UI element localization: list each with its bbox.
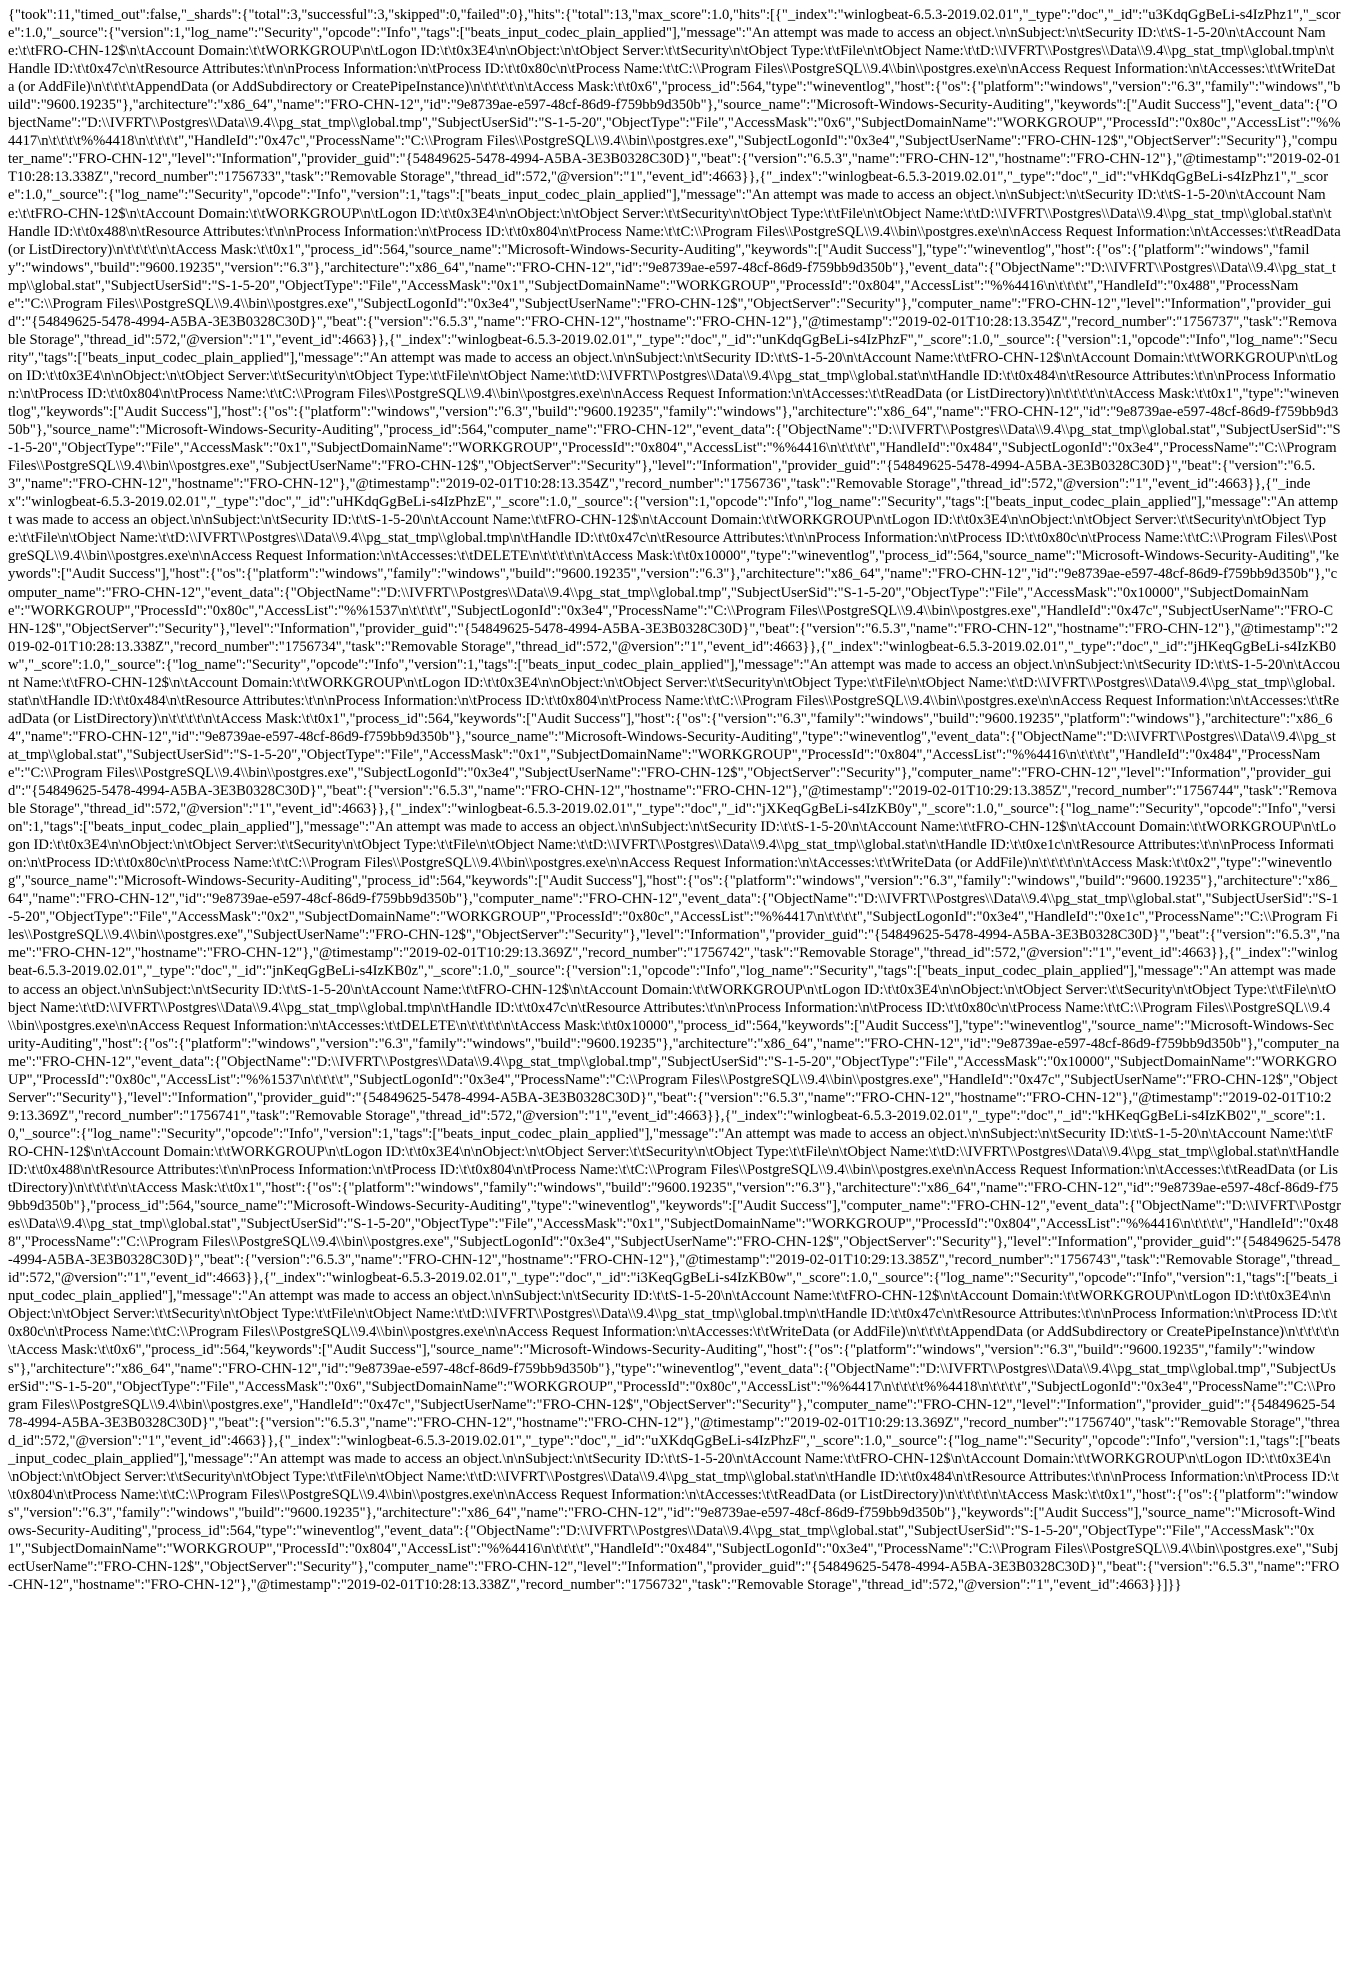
raw-json-response-text: {"took":11,"timed_out":false,"_shards":{"total":3,"successful":3,"skipped":0,"failed":0},"hits":{"total":13,"max_score":1.0,"hits":[{"_index":"winlogbeat-6.5.3-2019.02.01","_type":"doc","_id":"u3KdqGgBeLi-s4IzPhz1","_score":1.0,"_source":{"version":1,"log_name":"Security","opcode":"Info","tags":["beats_input_codec_plain_applied"],"message":"An attempt was made to access an object.\n\nSubject:\n\tSecurity ID:\t\tS-1-5-20\n\tAccount Name:\t\tFRO-CHN-12$\n\tAccount Domain:\t\tWORKGROUP\n\tLogon ID:\t\t0x3E4\n\nObject:\n\tObject Server:\t\tSecurity\n\tObject Type:\t\tFile\n\tObject Name:\t\tD:\\IVFRT\\Postgres\\Data\\9.4\\pg_stat_tmp\\global.tmp\n\tHandle ID:\t\t0x47c\n\tResource Attributes:\t\n\nProcess Information:\n\tProcess ID:\t\t0x80c\n\tProcess Name:\t\tC:\\Program Files\\PostgreSQL\\9.4\\bin\\postgres.exe\n\nAccess Request Information:\n\tAccesses:\t\tWriteData (or AddFile)\n\t\t\t\tAppendData (or AddSubdirectory or CreatePipeInstance)\n\t\t\t\t\n\tAccess Mask:\t\t0x6","process_id":564,"type":"wineventlog","host":{"os":{"platform":"windows","version":"6.3","family":"windows","build":"9600.19235"},"architecture":"x86_64","name":"FRO-CHN-12","id":"9e8739ae-e597-48cf-86d9-f759bb9d350b"},"source_name":"Microsoft-Windows-Security-Auditing","keywords":["Audit Success"],"event_data":{"ObjectName":"D:\\IVFRT\\Postgres\\Data\\9.4\\pg_stat_tmp\\global.tmp","SubjectUserSid":"S-1-5-20","ObjectType":"File","AccessMask":"0x6","SubjectDomainName":"WORKGROUP","ProcessId":"0x80c","AccessList":"%%4417\n\t\t\t\t%%4418\n\t\t\t\t","HandleId":"0x47c","ProcessName":"C:\\Program Files\\PostgreSQL\\9.4\\bin\\postgres.exe","SubjectLogonId":"0x3e4","SubjectUserName":"FRO-CHN-12$","ObjectServer":"Security"},"computer_name":"FRO-CHN-12","level":"Information","provider_guid":"{54849625-5478-4994-A5BA-3E3B0328C30D}","beat":{"version":"6.5.3","name":"FRO-CHN-12","hostname":"FRO-CHN-12"},"@timestamp":"2019-02-01T10:28:13.338Z","record_number":"1756733","task":"Removable Storage","thread_id":572,"@version":"1","event_id":4663}},{"_index":"winlogbeat-6.5.3-2019.02.01","_type":"doc","_id":"vHKdqGgBeLi-s4IzPhz1","_score":1.0,"_source":{"log_name":"Security","opcode":"Info","version":1,"tags":["beats_input_codec_plain_applied"],"message":"An attempt was made to access an object.\n\nSubject:\n\tSecurity ID:\t\tS-1-5-20\n\tAccount Name:\t\tFRO-CHN-12$\n\tAccount Domain:\t\tWORKGROUP\n\tLogon ID:\t\t0x3E4\n\nObject:\n\tObject Server:\t\tSecurity\n\tObject Type:\t\tFile\n\tObject Name:\t\tD:\\IVFRT\\Postgres\\Data\\9.4\\pg_stat_tmp\\global.stat\n\tHandle ID:\t\t0x488\n\tResource Attributes:\t\n\nProcess Information:\n\tProcess ID:\t\t0x804\n\tProcess Name:\t\tC:\\Program Files\\PostgreSQL\\9.4\\bin\\postgres.exe\n\nAccess Request Information:\n\tAccesses:\t\tReadData (or ListDirectory)\n\t\t\t\t\n\tAccess Mask:\t\t0x1","process_id":564,"source_name":"Microsoft-Windows-Security-Auditing","keywords":["Audit Success"],"type":"wineventlog","host":{"os":{"platform":"windows","family":"windows","build":"9600.19235","version":"6.3"},"architecture":"x86_64","name":"FRO-CHN-12","id":"9e8739ae-e597-48cf-86d9-f759bb9d350b"},"event_data":{"ObjectName":"D:\\IVFRT\\Postgres\\Data\\9.4\\pg_stat_tmp\\global.stat","SubjectUserSid":"S-1-5-20","ObjectType":"File","AccessMask":"0x1","SubjectDomainName":"WORKGROUP","ProcessId":"0x804","AccessList":"%%4416\n\t\t\t\t","HandleId":"0x488","ProcessName":"C:\\Program Files\\PostgreSQL\\9.4\\bin\\postgres.exe","SubjectLogonId":"0x3e4","SubjectUserName":"FRO-CHN-12$","ObjectServer":"Security"},"computer_name":"FRO-CHN-12","level":"Information","provider_guid":"{54849625-5478-4994-A5BA-3E3B0328C30D}","beat":{"version":"6.5.3","name":"FRO-CHN-12","hostname":"FRO-CHN-12"},"@timestamp":"2019-02-01T10:28:13.354Z","record_number":"1756737","task":"Removable Storage","thread_id":572,"@version":"1","event_id":4663}},{"_index":"winlogbeat-6.5.3-2019.02.01","_type":"doc","_id":"unKdqGgBeLi-s4IzPhzF","_score":1.0,"_source":{"version":1,"opcode":"Info","log_name":"Security","tags":["beats_input_codec_plain_applied"],"message":"An attempt was made to access an object.\n\nSubject:\n\tSecurity ID:\t\tS-1-5-20\n\tAccount Name:\t\tFRO-CHN-12$\n\tAccount Domain:\t\tWORKGROUP\n\tLogon ID:\t\t0x3E4\n\nObject:\n\tObject Server:\t\tSecurity\n\tObject Type:\t\tFile\n\tObject Name:\t\tD:\\IVFRT\\Postgres\\Data\\9.4\\pg_stat_tmp\\global.stat\n\tHandle ID:\t\t0x484\n\tResource Attributes:\t\n\nProcess Information:\n\tProcess ID:\t\t0x804\n\tProcess Name:\t\tC:\\Program Files\\PostgreSQL\\9.4\\bin\\postgres.exe\n\nAccess Request Information:\n\tAccesses:\t\tReadData (or ListDirectory)\n\t\t\t\t\n\tAccess Mask:\t\t0x1","type":"wineventlog","keywords":["Audit Success"],"host":{"os":{"platform":"windows","version":"6.3","build":"9600.19235","family":"windows"},"architecture":"x86_64","name":"FRO-CHN-12","id":"9e8739ae-e597-48cf-86d9-f759bb9d350b"},"source_name":"Microsoft-Windows-Security-Auditing","process_id":564,"computer_name":"FRO-CHN-12","event_data":{"ObjectName":"D:\\IVFRT\\Postgres\\Data\\9.4\\pg_stat_tmp\\global.stat","SubjectUserSid":"S-1-5-20","ObjectType":"File","AccessMask":"0x1","SubjectDomainName":"WORKGROUP","ProcessId":"0x804","AccessList":"%%4416\n\t\t\t\t","HandleId":"0x484","SubjectLogonId":"0x3e4","ProcessName":"C:\\Program Files\\PostgreSQL\\9.4\\bin\\postgres.exe","SubjectUserName":"FRO-CHN-12$","ObjectServer":"Security"},"level":"Information","provider_guid":"{54849625-5478-4994-A5BA-3E3B0328C30D}","beat":{"version":"6.5.3","name":"FRO-CHN-12","hostname":"FRO-CHN-12"},"@timestamp":"2019-02-01T10:28:13.354Z","record_number":"1756736","task":"Removable Storage","thread_id":572,"@version":"1","event_id":4663}},{"_index":"winlogbeat-6.5.3-2019.02.01","_type":"doc","_id":"uHKdqGgBeLi-s4IzPhzE","_score":1.0,"_source":{"version":1,"opcode":"Info","log_name":"Security","tags":["beats_input_codec_plain_applied"],"message":"An attempt was made to access an object.\n\nSubject:\n\tSecurity ID:\t\tS-1-5-20\n\tAccount Name:\t\tFRO-CHN-12$\n\tAccount Domain:\t\tWORKGROUP\n\tLogon ID:\t\t0x3E4\n\nObject:\n\tObject Server:\t\tSecurity\n\tObject Type:\t\tFile\n\tObject Name:\t\tD:\\IVFRT\\Postgres\\Data\\9.4\\pg_stat_tmp\\global.tmp\n\tHandle ID:\t\t0x47c\n\tResource Attributes:\t\n\nProcess Information:\n\tProcess ID:\t\t0x80c\n\tProcess Name:\t\tC:\\Program Files\\PostgreSQL\\9.4\\bin\\postgres.exe\n\nAccess Request Information:\n\tAccesses:\t\tDELETE\n\t\t\t\t\n\tAccess Mask:\t\t0x10000","type":"wineventlog","process_id":564,"source_name":"Microsoft-Windows-Security-Auditing","keywords":["Audit Success"],"host":{"os":{"platform":"windows","family":"windows","build":"9600.19235","version":"6.3"},"architecture":"x86_64","name":"FRO-CHN-12","id":"9e8739ae-e597-48cf-86d9-f759bb9d350b"},"computer_name":"FRO-CHN-12","event_data":{"ObjectName":"D:\\IVFRT\\Postgres\\Data\\9.4\\pg_stat_tmp\\global.tmp","SubjectUserSid":"S-1-5-20","ObjectType":"File","AccessMask":"0x10000","SubjectDomainName":"WORKGROUP","ProcessId":"0x80c","AccessList":"%%1537\n\t\t\t\t","SubjectLogonId":"0x3e4","ProcessName":"C:\\Program Files\\PostgreSQL\\9.4\\bin\\postgres.exe","HandleId":"0x47c","SubjectUserName":"FRO-CHN-12$","ObjectServer":"Security"},"level":"Information","provider_guid":"{54849625-5478-4994-A5BA-3E3B0328C30D}","beat":{"version":"6.5.3","name":"FRO-CHN-12","hostname":"FRO-CHN-12"},"@timestamp":"2019-02-01T10:28:13.338Z","record_number":"1756734","task":"Removable Storage","thread_id":572,"@version":"1","event_id":4663}},{"_index":"winlogbeat-6.5.3-2019.02.01","_type":"doc","_id":"jHKeqGgBeLi-s4IzKB0w","_score":1.0,"_source":{"log_name":"Security","opcode":"Info","version":1,"tags":["beats_input_codec_plain_applied"],"message":"An attempt was made to access an object.\n\nSubject:\n\tSecurity ID:\t\tS-1-5-20\n\tAccount Name:\t\tFRO-CHN-12$\n\tAccount Domain:\t\tWORKGROUP\n\tLogon ID:\t\t0x3E4\n\nObject:\n\tObject Server:\t\tSecurity\n\tObject Type:\t\tFile\n\tObject Name:\t\tD:\\IVFRT\\Postgres\\Data\\9.4\\pg_stat_tmp\\global.stat\n\tHandle ID:\t\t0x484\n\tResource Attributes:\t\n\nProcess Information:\n\tProcess ID:\t\t0x804\n\tProcess Name:\t\tC:\\Program Files\\PostgreSQL\\9.4\\bin\\postgres.exe\n\nAccess Request Information:\n\tAccesses:\t\tReadData (or ListDirectory)\n\t\t\t\t\n\tAccess Mask:\t\t0x1","process_id":564,"keywords":["Audit Success"],"host":{"os":{"version":"6.3","family":"windows","build":"9600.19235","platform":"windows"},"architecture":"x86_64","name":"FRO-CHN-12","id":"9e8739ae-e597-48cf-86d9-f759bb9d350b"},"source_name":"Microsoft-Windows-Security-Auditing","type":"wineventlog","event_data":{"ObjectName":"D:\\IVFRT\\Postgres\\Data\\9.4\\pg_stat_tmp\\global.stat","SubjectUserSid":"S-1-5-20","ObjectType":"File","AccessMask":"0x1","SubjectDomainName":"WORKGROUP","ProcessId":"0x804","AccessList":"%%4416\n\t\t\t\t","HandleId":"0x484","ProcessName":"C:\\Program Files\\PostgreSQL\\9.4\\bin\\postgres.exe","SubjectLogonId":"0x3e4","SubjectUserName":"FRO-CHN-12$","ObjectServer":"Security"},"computer_name":"FRO-CHN-12","level":"Information","provider_guid":"{54849625-5478-4994-A5BA-3E3B0328C30D}","beat":{"version":"6.5.3","name":"FRO-CHN-12","hostname":"FRO-CHN-12"},"@timestamp":"2019-02-01T10:29:13.385Z","record_number":"1756744","task":"Removable Storage","thread_id":572,"@version":"1","event_id":4663}},{"_index":"winlogbeat-6.5.3-2019.02.01","_type":"doc","_id":"jXKeqGgBeLi-s4IzKB0y","_score":1.0,"_source":{"log_name":"Security","opcode":"Info","version":1,"tags":["beats_input_codec_plain_applied"],"message":"An attempt was made to access an object.\n\nSubject:\n\tSecurity ID:\t\tS-1-5-20\n\tAccount Name:\t\tFRO-CHN-12$\n\tAccount Domain:\t\tWORKGROUP\n\tLogon ID:\t\t0x3E4\n\nObject:\n\tObject Server:\t\tSecurity\n\tObject Type:\t\tFile\n\tObject Name:\t\tD:\\IVFRT\\Postgres\\Data\\9.4\\pg_stat_tmp\\global.stat\n\tHandle ID:\t\t0xe1c\n\tResource Attributes:\t\n\nProcess Information:\n\tProcess ID:\t\t0x80c\n\tProcess Name:\t\tC:\\Program Files\\PostgreSQL\\9.4\\bin\\postgres.exe\n\nAccess Request Information:\n\tAccesses:\t\tWriteData (or AddFile)\n\t\t\t\t\n\tAccess Mask:\t\t0x2","type":"wineventlog","source_name":"Microsoft-Windows-Security-Auditing","process_id":564,"keywords":["Audit Success"],"host":{"os":{"platform":"windows","version":"6.3","family":"windows","build":"9600.19235"},"architecture":"x86_64","name":"FRO-CHN-12","id":"9e8739ae-e597-48cf-86d9-f759bb9d350b"},"computer_name":"FRO-CHN-12","event_data":{"ObjectName":"D:\\IVFRT\\Postgres\\Data\\9.4\\pg_stat_tmp\\global.stat","SubjectUserSid":"S-1-5-20","ObjectType":"File","AccessMask":"0x2","SubjectDomainName":"WORKGROUP","ProcessId":"0x80c","AccessList":"%%4417\n\t\t\t\t","SubjectLogonId":"0x3e4","HandleId":"0xe1c","ProcessName":"C:\\Program Files\\PostgreSQL\\9.4\\bin\\postgres.exe","SubjectUserName":"FRO-CHN-12$","ObjectServer":"Security"},"level":"Information","provider_guid":"{54849625-5478-4994-A5BA-3E3B0328C30D}","beat":{"version":"6.5.3","name":"FRO-CHN-12","hostname":"FRO-CHN-12"},"@timestamp":"2019-02-01T10:29:13.369Z","record_number":"1756742","task":"Removable Storage","thread_id":572,"@version":"1","event_id":4663}},{"_index":"winlogbeat-6.5.3-2019.02.01","_type":"doc","_id":"jnKeqGgBeLi-s4IzKB0z","_score":1.0,"_source":{"version":1,"opcode":"Info","log_name":"Security","tags":["beats_input_codec_plain_applied"],"message":"An attempt was made to access an object.\n\nSubject:\n\tSecurity ID:\t\tS-1-5-20\n\tAccount Name:\t\tFRO-CHN-12$\n\tAccount Domain:\t\tWORKGROUP\n\tLogon ID:\t\t0x3E4\n\nObject:\n\tObject Server:\t\tSecurity\n\tObject Type:\t\tFile\n\tObject Name:\t\tD:\\IVFRT\\Postgres\\Data\\9.4\\pg_stat_tmp\\global.tmp\n\tHandle ID:\t\t0x47c\n\tResource Attributes:\t\n\nProcess Information:\n\tProcess ID:\t\t0x80c\n\tProcess Name:\t\tC:\\Program Files\\PostgreSQL\\9.4\\bin\\postgres.exe\n\nAccess Request Information:\n\tAccesses:\t\tDELETE\n\t\t\t\t\n\tAccess Mask:\t\t0x10000","process_id":564,"keywords":["Audit Success"],"type":"wineventlog","source_name":"Microsoft-Windows-Security-Auditing","host":{"os":{"platform":"windows","version":"6.3","family":"windows","build":"9600.19235"},"architecture":"x86_64","name":"FRO-CHN-12","id":"9e8739ae-e597-48cf-86d9-f759bb9d350b"},"computer_name":"FRO-CHN-12","event_data":{"ObjectName":"D:\\IVFRT\\Postgres\\Data\\9.4\\pg_stat_tmp\\global.tmp","SubjectUserSid":"S-1-5-20","ObjectType":"File","AccessMask":"0x10000","SubjectDomainName":"WORKGROUP","ProcessId":"0x80c","AccessList":"%%1537\n\t\t\t\t","SubjectLogonId":"0x3e4","ProcessName":"C:\\Program Files\\PostgreSQL\\9.4\\bin\\postgres.exe","HandleId":"0x47c","SubjectUserName":"FRO-CHN-12$","ObjectServer":"Security"},"level":"Information","provider_guid":"{54849625-5478-4994-A5BA-3E3B0328C30D}","beat":{"version":"6.5.3","name":"FRO-CHN-12","hostname":"FRO-CHN-12"},"@timestamp":"2019-02-01T10:29:13.369Z","record_number":"1756741","task":"Removable Storage","thread_id":572,"@version":"1","event_id":4663}},{"_index":"winlogbeat-6.5.3-2019.02.01","_type":"doc","_id":"kHKeqGgBeLi-s4IzKB02","_score":1.0,"_source":{"log_name":"Security","opcode":"Info","version":1,"tags":["beats_input_codec_plain_applied"],"message":"An attempt was made to access an object.\n\nSubject:\n\tSecurity ID:\t\tS-1-5-20\n\tAccount Name:\t\tFRO-CHN-12$\n\tAccount Domain:\t\tWORKGROUP\n\tLogon ID:\t\t0x3E4\n\nObject:\n\tObject Server:\t\tSecurity\n\tObject Type:\t\tFile\n\tObject Name:\t\tD:\\IVFRT\\Postgres\\Data\\9.4\\pg_stat_tmp\\global.stat\n\tHandle ID:\t\t0x488\n\tResource Attributes:\t\n\nProcess Information:\n\tProcess ID:\t\t0x804\n\tProcess Name:\t\tC:\\Program Files\\PostgreSQL\\9.4\\bin\\postgres.exe\n\nAccess Request Information:\n\tAccesses:\t\tReadData (or ListDirectory)\n\t\t\t\t\n\tAccess Mask:\t\t0x1","host":{"os":{"platform":"windows","family":"windows","build":"9600.19235","version":"6.3"},"architecture":"x86_64","name":"FRO-CHN-12","id":"9e8739ae-e597-48cf-86d9-f759bb9d350b"},"process_id":564,"source_name":"Microsoft-Windows-Security-Auditing","type":"wineventlog","keywords":["Audit Success"],"computer_name":"FRO-CHN-12","event_data":{"ObjectName":"D:\\IVFRT\\Postgres\\Data\\9.4\\pg_stat_tmp\\global.stat","SubjectUserSid":"S-1-5-20","ObjectType":"File","AccessMask":"0x1","SubjectDomainName":"WORKGROUP","ProcessId":"0x804","AccessList":"%%4416\n\t\t\t\t","HandleId":"0x488","ProcessName":"C:\\Program Files\\PostgreSQL\\9.4\\bin\\postgres.exe","SubjectLogonId":"0x3e4","SubjectUserName":"FRO-CHN-12$","ObjectServer":"Security"},"level":"Information","provider_guid":"{54849625-5478-4994-A5BA-3E3B0328C30D}","beat":{"version":"6.5.3","name":"FRO-CHN-12","hostname":"FRO-CHN-12"},"@timestamp":"2019-02-01T10:29:13.385Z","record_number":"1756743","task":"Removable Storage","thread_id":572,"@version":"1","event_id":4663}},{"_index":"winlogbeat-6.5.3-2019.02.01","_type":"doc","_id":"i3KeqGgBeLi-s4IzKB0w","_score":1.0,"_source":{"log_name":"Security","opcode":"Info","version":1,"tags":["beats_input_codec_plain_applied"],"message":"An attempt was made to access an object.\n\nSubject:\n\tSecurity ID:\t\tS-1-5-20\n\tAccount Name:\t\tFRO-CHN-12$\n\tAccount Domain:\t\tWORKGROUP\n\tLogon ID:\t\t0x3E4\n\nObject:\n\tObject Server:\t\tSecurity\n\tObject Type:\t\tFile\n\tObject Name:\t\tD:\\IVFRT\\Postgres\\Data\\9.4\\pg_stat_tmp\\global.tmp\n\tHandle ID:\t\t0x47c\n\tResource Attributes:\t\n\nProcess Information:\n\tProcess ID:\t\t0x80c\n\tProcess Name:\t\tC:\\Program Files\\PostgreSQL\\9.4\\bin\\postgres.exe\n\nAccess Request Information:\n\tAccesses:\t\tWriteData (or AddFile)\n\t\t\t\tAppendData (or AddSubdirectory or CreatePipeInstance)\n\t\t\t\t\n\tAccess Mask:\t\t0x6","process_id":564,"keywords":["Audit Success"],"source_name":"Microsoft-Windows-Security-Auditing","host":{"os":{"platform":"windows","version":"6.3","build":"9600.19235","family":"windows"},"architecture":"x86_64","name":"FRO-CHN-12","id":"9e8739ae-e597-48cf-86d9-f759bb9d350b"},"type":"wineventlog","event_data":{"ObjectName":"D:\\IVFRT\\Postgres\\Data\\9.4\\pg_stat_tmp\\global.tmp","SubjectUserSid":"S-1-5-20","ObjectType":"File","AccessMask":"0x6","SubjectDomainName":"WORKGROUP","ProcessId":"0x80c","AccessList":"%%4417\n\t\t\t\t%%4418\n\t\t\t\t","SubjectLogonId":"0x3e4","ProcessName":"C:\\Program Files\\PostgreSQL\\9.4\\bin\\postgres.exe","HandleId":"0x47c","SubjectUserName":"FRO-CHN-12$","ObjectServer":"Security"},"computer_name":"FRO-CHN-12","level":"Information","provider_guid":"{54849625-5478-4994-A5BA-3E3B0328C30D}","beat":{"version":"6.5.3","name":"FRO-CHN-12","hostname":"FRO-CHN-12"},"@timestamp":"2019-02-01T10:29:13.369Z","record_number":"1756740","task":"Removable Storage","thread_id":572,"@version":"1","event_id":4663}},{"_index":"winlogbeat-6.5.3-2019.02.01","_type":"doc","_id":"uXKdqGgBeLi-s4IzPhzF","_score":1.0,"_source":{"log_name":"Security","opcode":"Info","version":1,"tags":["beats_input_codec_plain_applied"],"message":"An attempt was made to access an object.\n\nSubject:\n\tSecurity ID:\t\tS-1-5-20\n\tAccount Name:\t\tFRO-CHN-12$\n\tAccount Domain:\t\tWORKGROUP\n\tLogon ID:\t\t0x3E4\n\nObject:\n\tObject Server:\t\tSecurity\n\tObject Type:\t\tFile\n\tObject Name:\t\tD:\\IVFRT\\Postgres\\Data\\9.4\\pg_stat_tmp\\global.stat\n\tHandle ID:\t\t0x484\n\tResource Attributes:\t\n\nProcess Information:\n\tProcess ID:\t\t0x804\n\tProcess Name:\t\tC:\\Program Files\\PostgreSQL\\9.4\\bin\\postgres.exe\n\nAccess Request Information:\n\tAccesses:\t\tReadData (or ListDirectory)\n\t\t\t\t\n\tAccess Mask:\t\t0x1","host":{"os":{"platform":"windows","version":"6.3","family":"windows","build":"9600.19235"},"architecture":"x86_64","name":"FRO-CHN-12","id":"9e8739ae-e597-48cf-86d9-f759bb9d350b"},"keywords":["Audit Success"],"source_name":"Microsoft-Windows-Security-Auditing","process_id":564,"type":"wineventlog","event_data":{"ObjectName":"D:\\IVFRT\\Postgres\\Data\\9.4\\pg_stat_tmp\\global.stat","SubjectUserSid":"S-1-5-20","ObjectType":"File","AccessMask":"0x1","SubjectDomainName":"WORKGROUP","ProcessId":"0x804","AccessList":"%%4416\n\t\t\t\t","HandleId":"0x484","SubjectLogonId":"0x3e4","ProcessName":"C:\\Program Files\\PostgreSQL\\9.4\\bin\\postgres.exe","SubjectUserName":"FRO-CHN-12$","ObjectServer":"Security"},"computer_name":"FRO-CHN-12","level":"Information","provider_guid":"{54849625-5478-4994-A5BA-3E3B0328C30D}","beat":{"version":"6.5.3","name":"FRO-CHN-12","hostname":"FRO-CHN-12"},"@timestamp":"2019-02-01T10:28:13.338Z","record_number":"1756732","task":"Removable Storage","thread_id":572,"@version":"1","event_id":4663}}]}} bbox=[8, 7, 1341, 1594]
